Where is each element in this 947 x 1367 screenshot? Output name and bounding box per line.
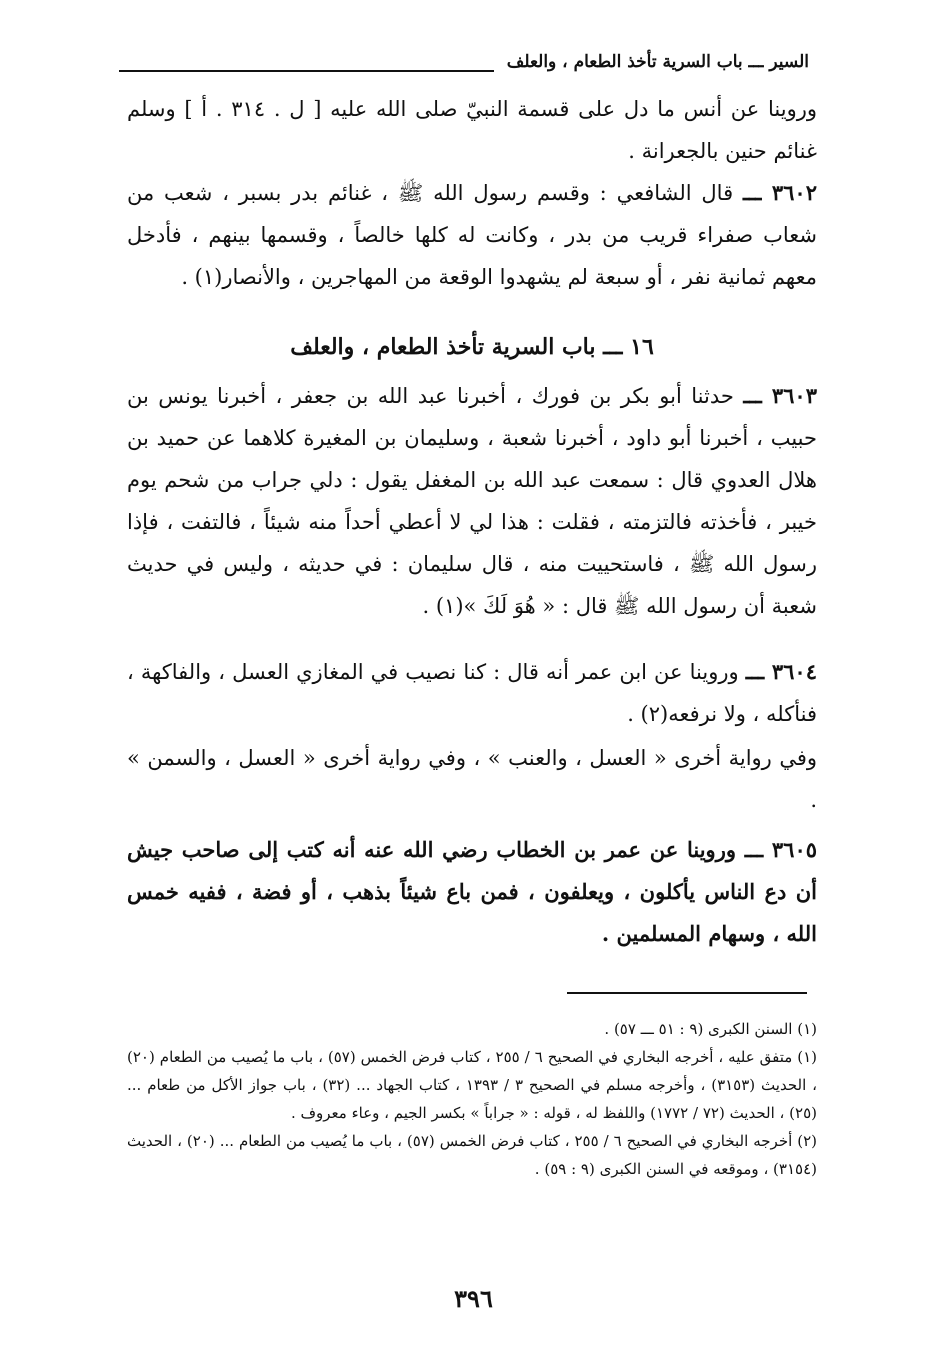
text-block-upper <box>127 88 817 298</box>
paragraph-3602-text: قال الشافعي : وقسم رسول الله ﷺ ، غنائم بدر بسبر ، شعب من شعاب صفراء قريب من بدر ، وكانت له كلها خالصاً ، وقسمها بينهم ، فأدخل معهم ثمانية نفر ، أو سبعة لم يشهدوا الوقعة من المهاجرين ، والأنصار(١) . <box>127 181 817 289</box>
running-head-rule <box>119 70 494 72</box>
footnote-2: (٢) أخرجه البخاري في الصحيح ٦ / ٢٥٥ ، كتاب فرض الخمس (٥٧) ، باب ما يُصيب من الطعام ... (٢٠) ، الحديث (٣١٥٤) ، وموقعه في السنن الكبرى (٩ : ٥٩) . <box>127 1132 817 1178</box>
text-block-3604 <box>127 651 817 735</box>
paragraph-3605-text: وروينا عن عمر بن الخطاب رضي الله عنه أنه كتب إلى صاحب جيش أن دع الناس يأكلون ، ويعلفون ، فمن باع شيئاً بذهب ، أو فضة ، ففيه خمس الله ، وسهام المسلمين . <box>127 837 817 946</box>
running-head <box>119 52 809 86</box>
paragraph-3603-text: حدثنا أبو بكر بن فورك ، أخبرنا عبد الله بن جعفر ، أخبرنا يونس بن حبيب ، أخبرنا أبو داود ، أخبرنا شعبة ، وسليمان بن المغيرة كلاهما عن حميد بن هلال العدوي قال : سمعت عبد الله بن المغفل يقول : دلي جراب من شحم يوم خيبر ، فأخذته فالتزمته ، فقلت : هذا لي لا أعطي أحداً منه شيئاً ، فالتفت ، فإذا رسول الله ﷺ ، فاستحييت منه ، قال سليمان : في حديثه ، وليس في حديث شعبة أن رسول الله ﷺ قال : « هُوَ لَكَ »(١) . <box>127 384 817 618</box>
page-number: ٣٩٦ <box>454 1284 493 1313</box>
paragraph-number-3603: ٣٦٠٣ ـــ <box>743 383 817 408</box>
paragraph-number-3605: ٣٦٠٥ ـــ <box>744 837 818 862</box>
footnote-separator <box>567 992 807 994</box>
footnote-1a: (١) السنن الكبرى (٩ : ٥١ ـــ ٥٧) . <box>604 1020 817 1038</box>
text-block-3605 <box>127 829 817 955</box>
paragraph-number-3604: ٣٦٠٤ ـــ <box>745 659 817 684</box>
paragraph-3605 <box>127 829 817 955</box>
paragraph-3602 <box>127 172 817 298</box>
paragraph-anas: وروينا عن أنس ما دل على قسمة النبيّ صلى الله عليه [ ل . ٣١٤ . أ ] وسلم غنائم حنين بالجعرانة . <box>127 97 818 163</box>
running-head-title: السير ـــ باب السرية تأخذ الطعام ، والعلف <box>506 52 809 72</box>
chapter-heading-16: ١٦ ـــ باب السرية تأخذ الطعام ، والعلف <box>290 334 654 360</box>
paragraph-3603 <box>127 375 817 627</box>
text-block-other-narration <box>127 737 817 821</box>
footnotes <box>127 1015 817 1183</box>
paragraph-3604-text: وروينا عن ابن عمر أنه قال : كنا نصيب في المغازي العسل ، والفاكهة ، فنأكله ، ولا نرفعه(٢) . <box>127 660 817 726</box>
paragraph-3604 <box>127 651 817 735</box>
paragraph-other-narration: وفي رواية أخرى « العسل ، والعنب » ، وفي رواية أخرى « العسل ، والسمن » . <box>127 746 817 812</box>
paragraph-number-3602: ٣٦٠٢ ـــ <box>742 180 817 205</box>
footnote-1b: (١) متفق عليه ، أخرجه البخاري في الصحيح ٦ / ٢٥٥ ، كتاب فرض الخمس (٥٧) ، باب ما يُصيب من الطعام (٢٠) ، الحديث (٣١٥٣) ، وأخرجه مسلم في الصحيح ٣ / ١٣٩٣ ، كتاب الجهاد ... (٣٢) ، باب جواز الأكل من طعام ... (٢٥) ، الحديث (٧٢ / ١٧٧٢) واللفظ له ، قوله : « جراباً » بكسر الجيم ، وعاء معروف . <box>127 1048 818 1122</box>
text-block-3603 <box>127 375 817 627</box>
